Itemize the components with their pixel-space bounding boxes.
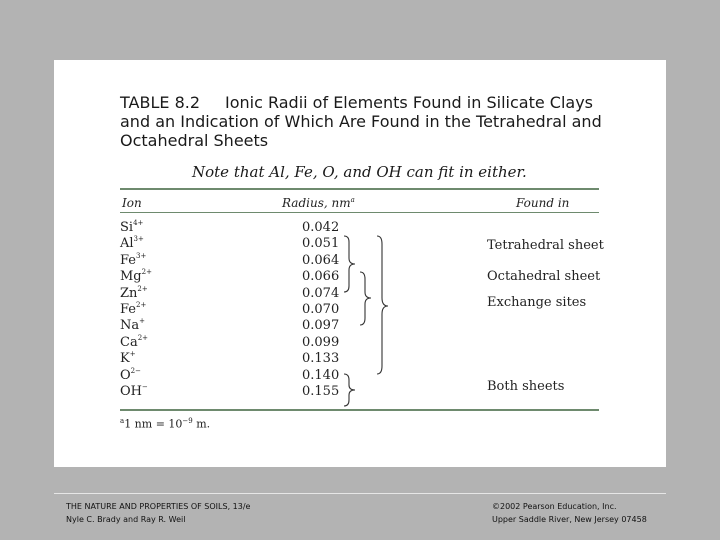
ion-symbol: Mg — [120, 269, 142, 285]
ion-symbol: Si — [120, 220, 134, 235]
exchange-brace — [377, 236, 388, 374]
ion-charge: 2+ — [137, 333, 149, 342]
site-exchange: Exchange sites — [487, 295, 587, 310]
header-radius-footnote-mark: a — [350, 196, 355, 204]
octahedral-brace — [360, 272, 371, 325]
radius-cell: 0.074 — [302, 285, 340, 301]
radius-cell: 0.064 — [302, 252, 340, 268]
table-top-rule — [120, 188, 599, 190]
radius-cell: 0.042 — [302, 220, 340, 235]
ion-charge: − — [142, 382, 148, 391]
ion-symbol: OH — [120, 383, 142, 399]
ion-symbol: K — [120, 351, 130, 367]
footnote-unit: m. — [196, 417, 211, 431]
ion-charge: 3+ — [133, 235, 144, 244]
site-both: Both sheets — [487, 379, 565, 394]
table-title — [120, 93, 660, 150]
ion-charge: + — [129, 350, 136, 359]
ion-charge: 3+ — [136, 251, 147, 260]
radius-cell: 0.051 — [302, 236, 340, 252]
ion-charge: 2+ — [141, 268, 152, 277]
footer-right — [492, 500, 647, 526]
site-octahedral: Octahedral sheet — [487, 269, 601, 284]
radius-cell: 0.155 — [302, 383, 340, 399]
both-sheets-brace — [344, 374, 355, 406]
table-note: Note that Al, Fe, O, and OH can fit in either. — [192, 163, 527, 181]
ion-symbol: Fe — [120, 252, 137, 268]
radius-cell: 0.099 — [302, 334, 340, 350]
ion-cell — [120, 286, 152, 302]
radius-cell: 0.066 — [302, 269, 340, 285]
table-header-rule — [120, 212, 599, 213]
ion-cell — [120, 335, 152, 351]
title-line-3: Octahedral Sheets — [120, 131, 269, 150]
footnote-text: 1 nm = 10 — [124, 417, 183, 431]
ion-charge: + — [139, 317, 146, 326]
footnote-mark: a — [120, 417, 125, 425]
tetrahedral-brace — [344, 236, 355, 292]
ion-charge: 2+ — [136, 300, 147, 309]
ion-charge: 2+ — [137, 284, 148, 293]
header-radius — [282, 196, 355, 210]
ion-cell — [120, 318, 152, 334]
ion-cell — [120, 302, 152, 318]
ion-cell — [120, 220, 152, 236]
grouping-braces — [340, 230, 400, 410]
ion-charge: 2− — [130, 366, 141, 375]
ion-cell — [120, 351, 152, 367]
title-line-2: and an Indication of Which Are Found in the Tetrahedral and — [120, 112, 602, 131]
radius-cell: 0.097 — [302, 318, 340, 334]
footer-divider — [54, 493, 666, 494]
footer-book-title: THE NATURE AND PROPERTIES OF SOILS, 13/e — [66, 502, 251, 511]
ion-symbol: O — [120, 367, 131, 383]
ion-cell — [120, 236, 152, 252]
table-footnote — [120, 417, 210, 431]
ion-cell — [120, 253, 152, 269]
ion-symbol: Al — [120, 236, 134, 252]
header-radius-label: Radius, nm — [282, 196, 351, 210]
ion-symbol: Na — [120, 318, 140, 334]
footer-authors: Nyle C. Brady and Ray R. Weil — [66, 515, 186, 524]
radius-cell: 0.070 — [302, 301, 340, 317]
slide-card — [54, 60, 666, 467]
site-tetrahedral: Tetrahedral sheet — [487, 238, 604, 253]
table-number: TABLE 8.2 — [120, 93, 201, 112]
ion-symbol: Ca — [120, 334, 138, 350]
footer-copyright: ©2002 Pearson Education, Inc. — [492, 502, 617, 511]
ion-symbol: Zn — [120, 285, 138, 301]
footer-publisher-address: Upper Saddle River, New Jersey 07458 — [492, 515, 647, 524]
footnote-exponent: −9 — [182, 417, 193, 425]
ion-symbol: Fe — [120, 301, 137, 317]
title-line-1: Ionic Radii of Elements Found in Silicate Clays — [225, 93, 593, 112]
ion-column — [120, 220, 152, 400]
ion-cell — [120, 384, 152, 400]
radius-cell: 0.133 — [302, 351, 340, 367]
ion-charge: 4+ — [133, 219, 144, 227]
header-found-in: Found in — [516, 196, 570, 210]
radius-cell: 0.140 — [302, 367, 340, 383]
table-bottom-rule — [120, 409, 599, 411]
header-ion: Ion — [122, 196, 142, 210]
footer-left — [66, 500, 250, 526]
radius-column — [302, 220, 339, 400]
ion-cell — [120, 269, 152, 285]
ion-cell — [120, 368, 152, 384]
